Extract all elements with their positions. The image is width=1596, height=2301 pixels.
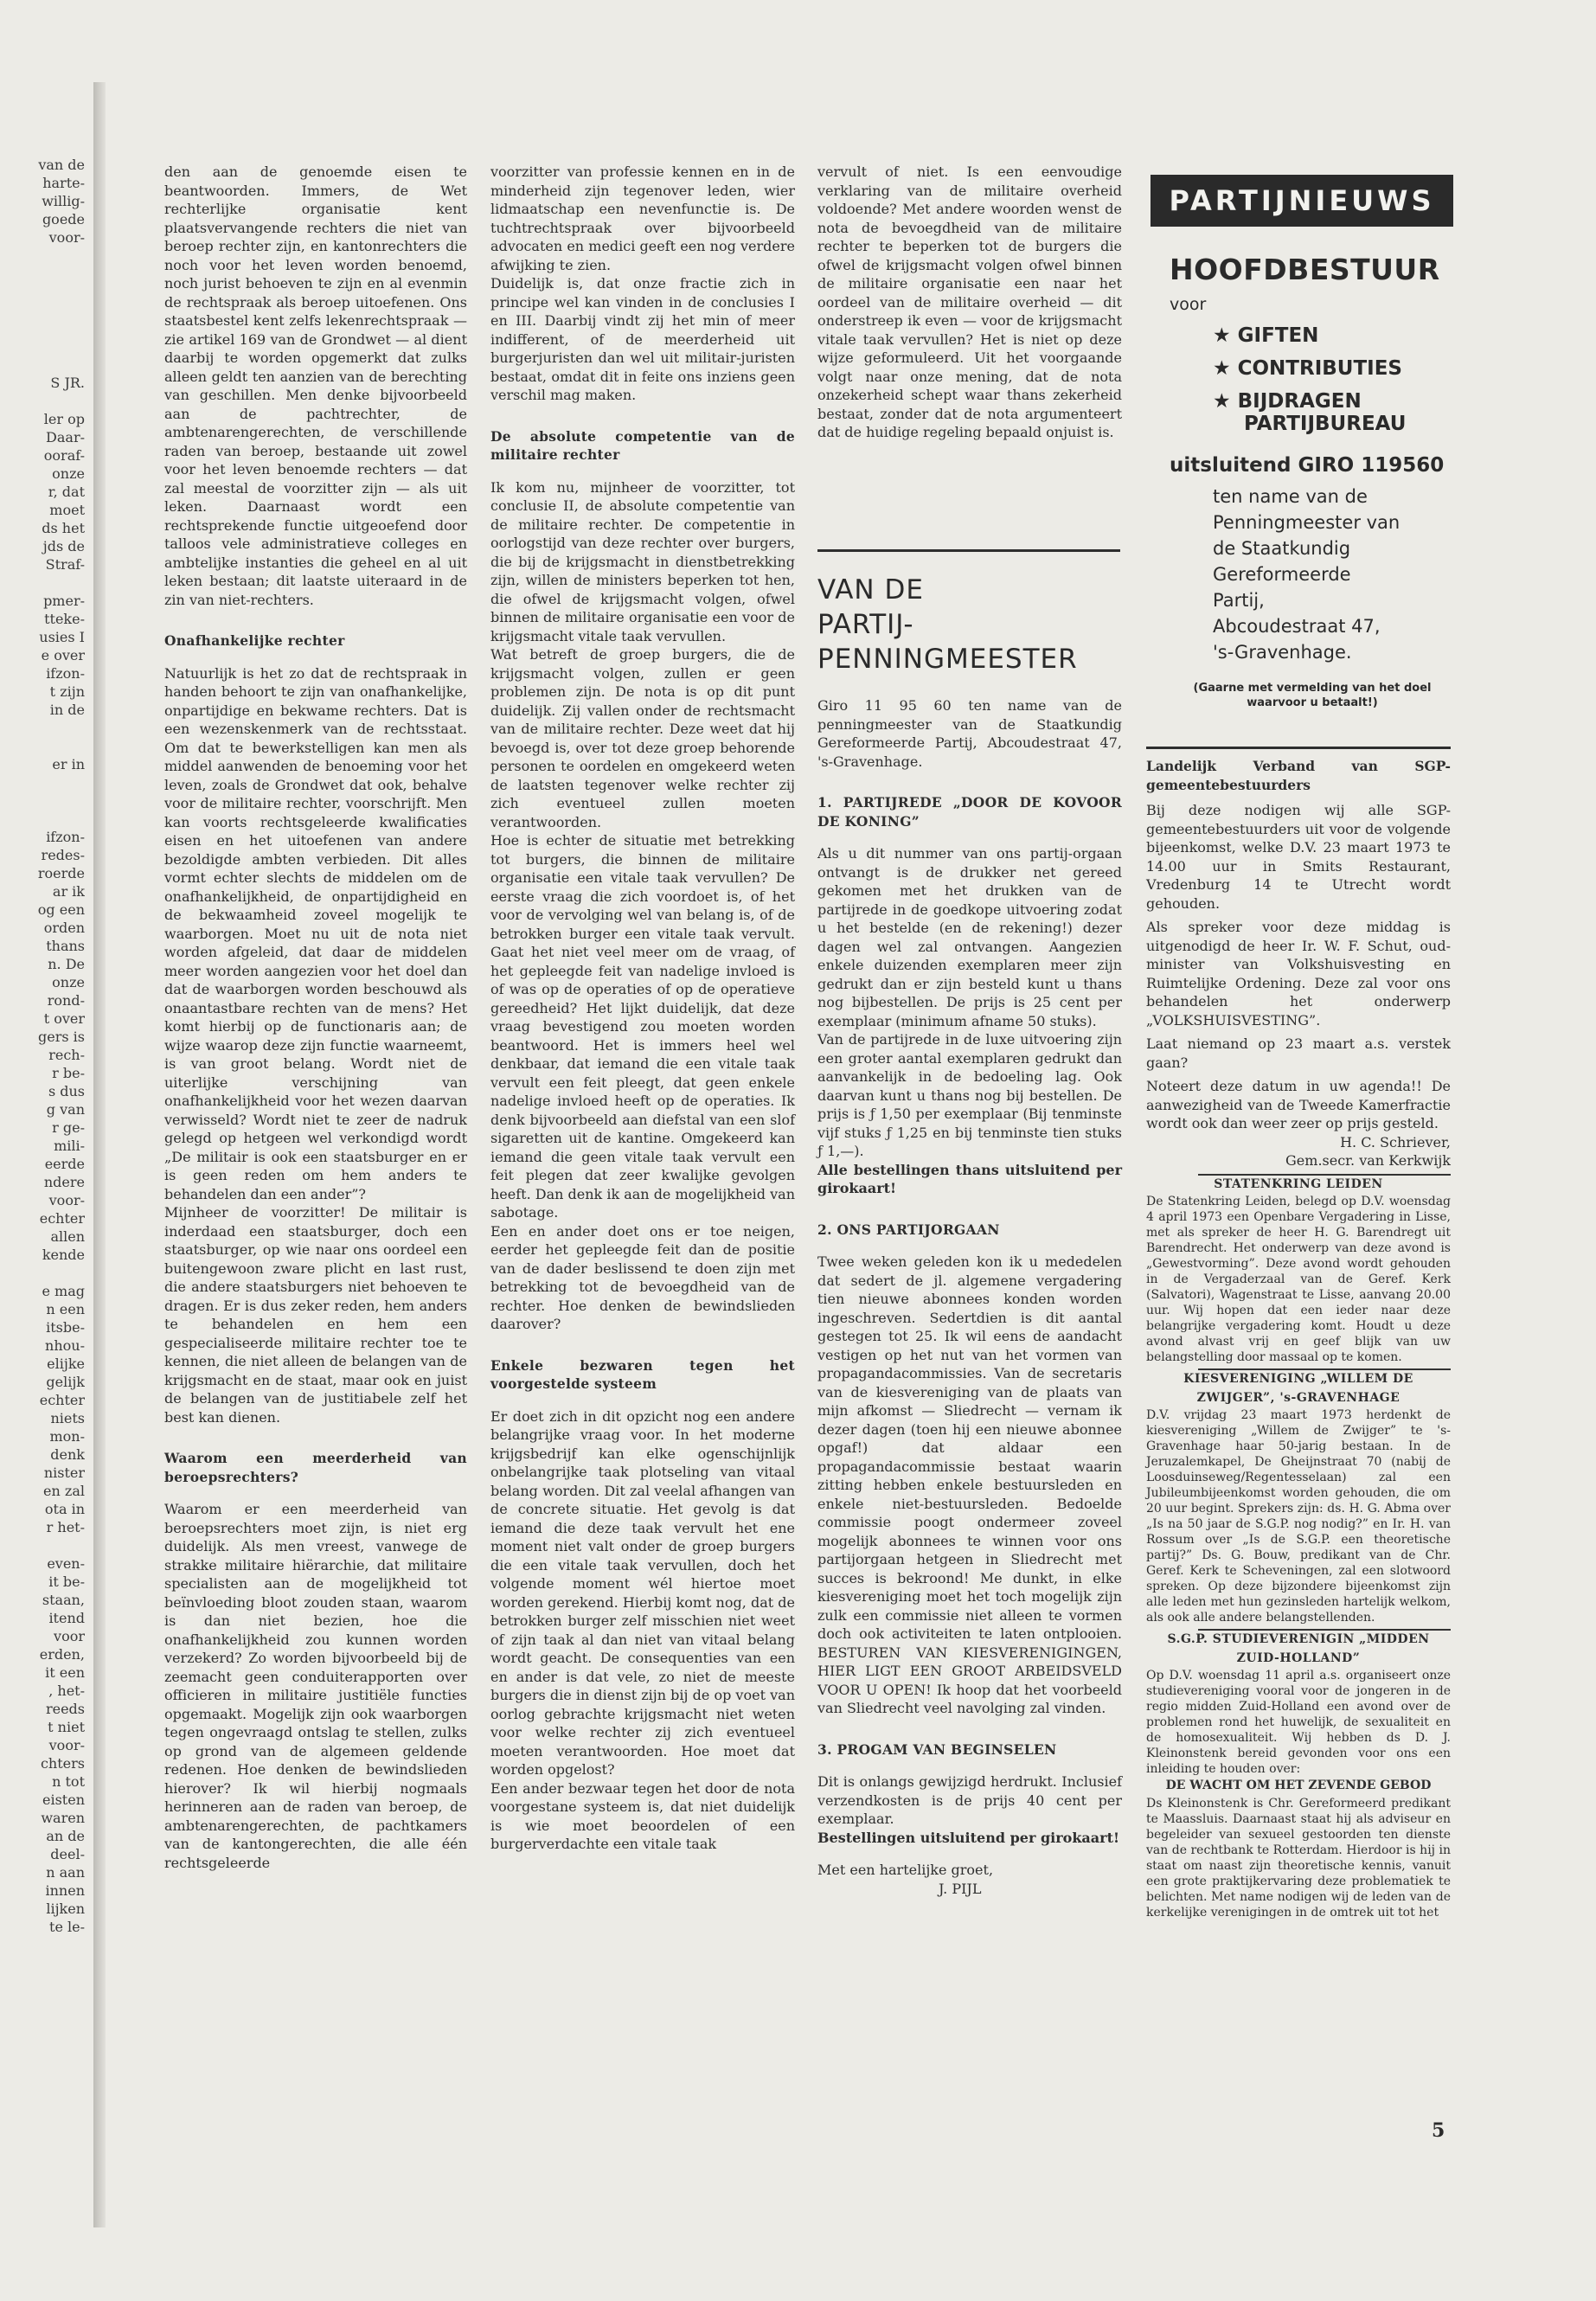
left-strip-line: r ge-	[52, 1119, 85, 1136]
paragraph: Als u dit nummer van ons partij-orgaan ontvangt is de drukker net gereed gekomen met het drukken van de partijrede in de goedkope uitvoering zodat u het bestelde (en de rekening!) dezer dagen wel zal ontvangen. Aangezien enkele duizenden exemplaren meer zijn gedrukt dan er zijn besteld kunt u thans nog bijbestellen. De prijs is 25 cent per exemplaar (minimum afname 50 stuks).	[817, 845, 1122, 1029]
left-strip-line	[0, 247, 85, 265]
left-strip-line: e over	[41, 647, 85, 663]
address-line: 's-Gravenhage.	[1213, 642, 1352, 663]
left-strip-line: in de	[49, 702, 85, 718]
signature-name: H. C. Schriever,	[1340, 1133, 1451, 1150]
left-strip-line	[0, 773, 85, 792]
left-strip-line: gelijk	[46, 1374, 85, 1390]
left-strip-line: rond-	[47, 992, 85, 1009]
left-strip-line: rech-	[48, 1047, 85, 1063]
left-strip-line: n. De	[48, 956, 85, 972]
paragraph: Dit is onlangs gewijzigd herdrukt. Inclusief verzendkosten is de prijs 40 cent per exemplaar.	[817, 1773, 1122, 1827]
column-3-lower	[817, 696, 1122, 1898]
paragraph: Duidelijk is, dat onze fractie zich in principe wel kan vinden in de conclusies I en III. Daarbij vindt zij het min of meer indifferent, of de meerderheid uit burgerjuristen dan wel uit militair-juristen bestaat, omdat dit in feite ons inziens geen verschil mag maken.	[490, 275, 795, 403]
left-page-strip	[0, 156, 85, 1936]
paragraph: Een ander bezwaar tegen het door de nota voorgestane systeem is, dat niet duidelijk is wie moet beoordelen of een burgerverdachte een vitale taak	[490, 1779, 795, 1852]
left-strip-line: er in	[52, 756, 85, 772]
left-strip-line	[0, 574, 85, 592]
left-strip-line: onze	[52, 465, 85, 482]
paragraph: Bij deze nodigen wij alle SGP-gemeentebestuurders uit voor de volgende bijeenkomst, welke D.V. 23 maart 1973 te 14.00 uur in Smits Restaurant, Vredenburg 14 te Utrecht wordt gehouden.	[1146, 802, 1451, 912]
left-strip-line: staan,	[42, 1592, 85, 1608]
left-strip-line	[0, 1536, 85, 1554]
left-strip-line: ds het	[42, 520, 85, 536]
left-strip-line: s dus	[48, 1083, 85, 1099]
left-strip-line: tteke-	[44, 611, 85, 627]
left-strip-line	[0, 283, 85, 301]
paragraph: Wat betreft de groep burgers, die de krijgsmacht volgen, zullen er geen problemen zijn. De nota is op dit punt duidelijk. Zij vallen onder de rechtsmacht van de militaire rechter. Deze weet dat hij bevoegd is, over tot deze groep behorende personen te oordelen en omgekeerd weten de laatsten tegenover welke rechter zij zich eventueel zullen moeten verantwoorden.	[490, 646, 795, 830]
left-strip-line: t over	[43, 1010, 85, 1027]
kiesvereniging-heading: KIESVERENIGING „WILLEM DE ZWIJGER”, 's-GRAVENHAGE	[1183, 1372, 1413, 1405]
paragraph: vervult of niet. Is een eenvoudige verklaring van de militaire overheid voldoende? Met andere woorden wenst de nota de bevoegdheid van de militaire rechter te beperken tot de burgers die ofwel de krijgsmacht volgen ofwel binnen de militaire organisatie een naar het oordeel van de militaire overheid — dit onderstreep ik even — voor de krijgsmacht vitale taak vervullen? Het is niet op deze wijze geformuleerd. Uit het voorgaande volgt naar onze mening, dat de nota onzekerheid schept waar thans zekerheid bestaat, zonder dat de nota argumenteert dat de huidige regeling bepaald onjuist is.	[817, 163, 1122, 440]
left-strip-line: ndere	[43, 1174, 85, 1190]
left-strip-line: roerde	[37, 865, 85, 881]
penningmeester-heading	[817, 573, 1112, 676]
left-strip-line: Daar-	[46, 429, 85, 445]
heading-line: VAN DE	[817, 574, 924, 606]
left-strip-line: n tot	[52, 1773, 85, 1790]
paragraph: Bestellingen uitsluitend per girokaart!	[817, 1829, 1119, 1846]
studievereniging-heading: S.G.P. STUDIEVERENIGIN „MIDDEN ZUID-HOLLAND”	[1167, 1632, 1430, 1665]
paragraph: Laat niemand op 23 maart a.s. verstek gaan?	[1146, 1035, 1451, 1071]
giften-item: ★ GIFTEN	[1213, 324, 1319, 347]
section-heading: 2. ONS PARTIJORGAAN	[817, 1221, 1000, 1238]
left-strip-line: niets	[50, 1410, 85, 1426]
left-strip-line: it een	[45, 1664, 85, 1681]
left-strip-line: itsbe-	[46, 1319, 85, 1336]
paragraph: voorzitter van professie kennen en in de minderheid zijn tegenover leden, wier lidmaatschap een nevenfunctie is. De tuchtrechtspraak over bijvoorbeeld advocaten en medici geeft een nog verdere afwijking te zien.	[490, 163, 795, 273]
left-strip-line: echter	[39, 1392, 85, 1408]
left-strip-line: , het-	[48, 1682, 85, 1699]
left-strip-line: kende	[42, 1247, 85, 1263]
left-strip-line: eisten	[42, 1791, 85, 1808]
left-strip-line: echter	[39, 1210, 85, 1227]
left-strip-line: voor-	[48, 1737, 85, 1753]
paragraph: Van de partijrede in de luxe uitvoering zijn een groter aantal exemplaren gedrukt dan aanvankelijk in de bedoeling lag. Ook daarvan kunt u thans nog bij bestellen. De prijs is ƒ 1,50 per exemplaar (Bij tenminste vijf stuks ƒ 1,25 en bij tenminste tien stuks ƒ 1,—).	[817, 1031, 1122, 1159]
left-strip-line	[0, 810, 85, 828]
left-strip-line: waren	[41, 1810, 85, 1826]
paragraph: Ik kom nu, mijnheer de voorzitter, tot conclusie II, de absolute competentie van de militaire rechter. De competentie in oorlogstijd van deze rechter over burgers, die bij de krijgsmacht in dienstbetrekking zijn, willen de ministers beperken tot hen, die ofwel de krijgsmacht volgen, ofwel binnen de militaire organisatie een voor de krijgsmacht vitale taak vervullen.	[490, 478, 795, 644]
paragraph: den aan de genoemde eisen te beantwoorden. Immers, de Wet rechterlijke organisatie kent plaatsvervangende rechters die niet van beroep rechter zijn, en kantonrechters die noch voor het leven worden benoemd, noch jurist behoeven te zijn en al evenmin de rechtspraak als beroep uitoefenen. Ons staatsbestel kent zelfs lekenrechtspraak — zie artikel 169 van de Grondwet — al dient daarbij te worden opgemerkt dat zulks alleen geldt ten aanzien van de berechting van geschillen. Men denke bijvoorbeeld aan de pachtrechter, de ambtenarengerechten, de verschillende raden van beroep, bestaande uit zowel voor het leven benoemde rechters — dat zal meestal de voorzitter zijn — als uit leken. Daarnaast wordt een rechtsprekende functie uitgeoefend door talloos vele administratieve colleges en ambtelijke instanties die geheel en al uit leken bestaan; dit laatste uiteraard in de zin van niet-rechters.	[164, 163, 467, 608]
left-strip-line: r be-	[52, 1065, 85, 1081]
address-line: de Staatkundig	[1213, 538, 1351, 559]
left-strip-line	[0, 1264, 85, 1282]
left-strip-line: jds de	[42, 538, 85, 554]
left-strip-line: en zal	[43, 1483, 85, 1499]
left-strip-line: te le-	[49, 1919, 85, 1935]
left-strip-line: gers is	[38, 1029, 85, 1045]
hoofdbestuur-box	[1170, 253, 1455, 710]
section-heading: 1. PARTIJREDE „DOOR DE KOVOOR DE KONING”	[817, 794, 1122, 830]
left-strip-line	[0, 356, 85, 374]
left-strip-line: voor	[54, 1628, 85, 1644]
left-strip-line: voor-	[48, 229, 85, 246]
address-line: Gereformeerde	[1213, 564, 1351, 585]
left-strip-line: goede	[42, 211, 85, 228]
left-strip-line: denk	[50, 1446, 85, 1463]
page-number: 5	[1432, 2119, 1445, 2142]
studievereniging-text-2: Ds Kleinonstenk is Chr. Gereformeerd predikant te Maassluis. Daarnaast staat hij als adviseur en begeleider van sexueel gestoorden ten dienste van de rechtbank te Rotterdam. Hierdoor is hij in staat om naast zijn theoretische kennis, vanuit een grote praktijkervaring deze problematiek te belichten. Met name nodigen wij de leden van de kerkelijke verenigingen in de omtrek uit tot het	[1146, 1796, 1451, 1920]
giro-number: uitsluitend GIRO 119560	[1170, 454, 1445, 477]
address-line: Abcoudestraat 47,	[1213, 616, 1381, 637]
address-line: ten name van de	[1213, 486, 1368, 507]
left-strip-line: g van	[46, 1101, 85, 1118]
left-strip-line: chters	[40, 1755, 85, 1772]
lv-heading: Landelijk Verband van SGP-gemeentebestuurders	[1146, 758, 1451, 793]
left-strip-line: reeds	[45, 1701, 85, 1717]
divider	[1146, 747, 1451, 749]
left-strip-line: mon-	[49, 1428, 85, 1445]
signature: J. PIJL	[939, 1880, 982, 1897]
address-line: Penningmeester van	[1213, 512, 1401, 533]
left-strip-line: ifzon-	[46, 665, 85, 682]
left-strip-line: usies I	[39, 629, 85, 645]
heading-line: PENNINGMEESTER	[817, 644, 1078, 675]
section-heading: 3. PROGAM VAN BEGINSELEN	[817, 1740, 1057, 1758]
paragraph: Mijnheer de voorzitter! De militair is inderdaad een staatsburger, doch een staatsburger, op wie naar ons oordeel een buitengewoon zware plicht en last rust, die andere staatsburgers niet behoeven te dragen. Er is dus zeker reden, hem anders te behandelen en hem een gespecialiseerde militaire rechter toe te kennen, die niet alleen de belangen van de krijgsmacht en de staat, maar ook en juist de belangen van de justitiabele zelf het best kan dienen.	[164, 1204, 467, 1426]
page-spine	[93, 82, 106, 2227]
heading-line: PARTIJ-	[817, 609, 914, 640]
column-4-lower	[1146, 757, 1451, 1920]
left-strip-line: onze	[52, 974, 85, 990]
paragraph: Waarom er een meerderheid van beroepsrechters moet zijn, is niet erg duidelijk. Als men vreest, vanwege de strakke militaire hiërarchie, dat militaire specialisten aan de mogelijkheid tot beïnvloeding bloot zouden staan, waarom is dan niet bezien, hoe die onafhankelijkheid zou kunnen worden verzekerd? Zo worden bijvoorbeeld bij de zeemacht geen conduiterapporten over officieren in militaire justitiële functies opgemaakt. Mogelijk zijn ook waarborgen tegen ongevraagd ontslag te stellen, zulks op grond van de algemeen geldende redenen. Hoe denken de bewindslieden hierover? Ik wil hierbij nogmaals herinneren aan de raden van beroep, de ambtenarengerechten, de pachtkamers van de kantongerechten, die alle één rechtsgeleerde	[164, 1501, 467, 1871]
left-strip-line: r, dat	[48, 484, 85, 500]
left-strip-line: n een	[46, 1301, 85, 1317]
left-strip-line	[0, 737, 85, 755]
left-strip-line: r het-	[46, 1519, 85, 1535]
address-block	[1213, 484, 1455, 665]
left-strip-line: mili-	[54, 1138, 85, 1154]
left-strip-line: an de	[46, 1828, 85, 1844]
left-strip-line: lijken	[46, 1900, 85, 1917]
left-strip-line	[0, 719, 85, 737]
left-strip-line: deel-	[50, 1846, 85, 1862]
statenkring-text: De Statenkring Leiden, belegd op D.V. woensdag 4 april 1973 een Openbare Vergadering in Lisse, met als spreker de heer H. G. Barendregt uit Barendrecht. Het onderwerp van deze avond is „Gewestvorming”. Deze avond wordt gehouden in de Vergaderzaal van de Geref. Kerk (Salvatori), Wagenstraat te Lisse, aanvang 20.00 uur. Wij hopen dat een ieder naar deze belangrijke vergadering komt. Houdt u deze avond alvast vrij en geef blijk van uw belangstelling door massaal op te komen.	[1146, 1195, 1451, 1364]
studievereniging-subheading: DE WACHT OM HET ZEVENDE GEBOD	[1165, 1779, 1432, 1792]
left-strip-line: nister	[43, 1465, 85, 1481]
partijnieuws-banner: PARTIJNIEUWS	[1151, 175, 1453, 227]
left-strip-line: itend	[48, 1610, 85, 1626]
paragraph: Twee weken geleden kon ik u mededelen dat sedert de jl. algemene vergadering tien nieuwe abonnees konden worden ingeschreven. Sedertdien is dit aantal gestegen tot 25. Ik wil eens de aandacht vestigen op het nut van het vormen van propagandacommissies. Van de secretaris van de kiesvereniging van de plaats van mijn afkomst — Sliedrecht — vernam ik dezer dagen (toen hij een nieuwe abonnee opgaf!) dat aldaar een propagandacommissie bestaat waarin zitting hebben enkele bestuursleden en enkele niet-bestuursleden. Bedoelde commissie poogt ondermeer zoveel mogelijk abonnees te winnen voor ons partijorgaan hetgeen in Sliedrecht met succes is bekroond! Me dunkt, in elke kiesvereniging moet het toch mogelijk zijn zulk een commissie niet alleen te vormen doch ook activiteiten te laten ontplooien. BESTUREN VAN KIESVERENIGINGEN, HIER LIGT EEN GROOT ARBEIDSVELD VOOR U OPEN! Ik hoop dat het voorbeeld van Sliedrecht veel navolging zal vinden.	[817, 1253, 1122, 1716]
column-2	[490, 163, 795, 1854]
closing: Met een hartelijke groet,	[817, 1862, 994, 1878]
divider	[817, 549, 1120, 552]
left-strip-line: ooraf-	[43, 447, 85, 464]
left-strip-line: orden	[43, 920, 85, 936]
paragraph: Een en ander doet ons er toe neigen, eerder het gepleegde feit dan de positie van de dader beslissend te doen zijn met betrekking tot de bevoegdheid van de rechter. Hoe denken de bewindslieden daarover?	[490, 1222, 795, 1332]
paragraph: Natuurlijk is het zo dat de rechtspraak in handen behoort te zijn van onafhankelijke, onpartijdige en bekwame rechters. Dat is een wezenskenmerk van de rechtsstaat. Om dat te bewerkstelligen kan men als middel aanwenden de benoeming voor het leven, zoals de Grondwet dat ook, behalve voor de militaire rechter, voorschrijft. Men kan voorts rechtsgeleerde kwalificaties eisen en het uitoefenen van andere bezoldigde ambten verbieden. Dit alles vormt echter slechts de middelen om de onafhankelijkheid, de onpartijdigheid en de bekwaamheid zoveel mogelijk te waarborgen. Moet nu uit de nota niet worden afgeleid, dat daar de middelen meer worden aangezien voor het doel dan dat de waarborgen worden beschouwd als onaantastbare rechten van de mens? Het komt hierbij op de functionaris aan; de wijze waarop deze zijn functie waarneemt, is van groot belang. Wordt niet de uiterlijke verschijning van onafhankelijkheid voor het wezen daarvan verwisseld? Wordt niet te zeer de nadruk gelegd op hetgeen wel verkondigd wordt „De militair is ook een staatsburger en er is geen reden om hem anders te behandelen dan een ander”?	[164, 664, 467, 1202]
paragraph: Alle bestellingen thans uitsluitend per girokaart!	[817, 1161, 1122, 1196]
section-heading: Waarom een meerderheid van beroepsrechters?	[164, 1450, 467, 1485]
left-strip-line: thans	[46, 938, 85, 954]
left-strip-line	[0, 319, 85, 337]
voor-label: voor	[1170, 295, 1207, 314]
left-strip-line: allen	[50, 1228, 85, 1245]
partijbureau-item: PARTIJBUREAU	[1244, 413, 1407, 435]
left-strip-line: voor-	[48, 1192, 85, 1208]
left-strip-line: t niet	[48, 1719, 85, 1735]
kiesvereniging-text: D.V. vrijdag 23 maart 1973 herdenkt de kiesvereniging „Willem de Zwijger” te 's-Gravenhage haar 50-jarig bestaan. In de Jeruzalemkapel, De Gheijnstraat 70 (nabij de Loosduinseweg/Regentesselaan) zal een Jubileumbijeenkomst worden gehouden, die om 20 uur begint. Sprekers zijn: ds. H. G. Abma over „Is na 50 jaar de S.G.P. nog nodig?” en Ir. H. van Rossum over „Is de S.G.P. een theoretische partij?” Ds. G. Bouw, predikant van de Chr. Geref. Kerk te Scheveningen, zal een slotwoord spreken. Op deze bijzondere bijeenkomst zijn alle leden met hun gezinsleden hartelijk welkom, als ook alle andere belangstellenden.	[1146, 1408, 1451, 1625]
paragraph: Als spreker voor deze middag is uitgenodigd de heer Ir. W. F. Schut, oud-minister van Volkshuisvesting en Ruimtelijke Ordening. Deze zal voor ons behandelen het onderwerp „VOLKSHUISVESTING”.	[1146, 919, 1451, 1029]
section-heading: Enkele bezwaren tegen het voorgestelde systeem	[490, 1356, 795, 1392]
left-strip-line: elijke	[47, 1356, 85, 1372]
left-strip-line: it be-	[48, 1574, 85, 1590]
left-strip-line: harte-	[42, 175, 85, 191]
left-strip-line: pmer-	[43, 593, 85, 609]
left-strip-line: moet	[49, 502, 85, 518]
left-strip-line: eerde	[44, 1156, 85, 1172]
left-strip-line	[0, 337, 85, 356]
left-strip-line: S JR.	[50, 375, 85, 391]
left-strip-line: redes-	[41, 847, 85, 863]
hoofdbestuur-title: HOOFDBESTUUR	[1170, 253, 1440, 286]
contributies-item: ★ CONTRIBUTIES	[1213, 357, 1402, 380]
section-heading: De absolute competentie van de militaire rechter	[490, 427, 795, 463]
left-strip-line	[0, 392, 85, 410]
left-strip-line: ifzon-	[46, 829, 85, 845]
column-3	[817, 163, 1122, 442]
left-strip-line: og een	[37, 901, 85, 918]
left-strip-line: ota in	[44, 1501, 85, 1517]
paragraph: Noteert deze datum in uw agenda!! De aanwezigheid van de Tweede Kamerfractie wordt ook dan weer zeer op prijs gesteld.	[1146, 1078, 1451, 1131]
left-strip-line: t zijn	[49, 683, 85, 700]
address-line: Partij,	[1213, 590, 1265, 611]
left-strip-line: willig-	[42, 193, 85, 209]
left-strip-line: ar ik	[52, 883, 85, 900]
signature-title: Gem.secr. van Kerkwijk	[1285, 1152, 1451, 1169]
column-1	[164, 163, 467, 1872]
left-strip-line: e mag	[42, 1283, 85, 1299]
bijdragen-item: ★ BIJDRAGEN	[1213, 390, 1362, 413]
left-strip-line: even-	[47, 1555, 85, 1572]
left-strip-line: van de	[38, 157, 85, 173]
left-strip-line: Straf-	[45, 556, 85, 573]
left-strip-line: innen	[45, 1882, 85, 1899]
left-strip-line: ler op	[43, 411, 85, 427]
left-strip-line: nhou-	[45, 1337, 85, 1354]
studievereniging-text: Op D.V. woensdag 11 april a.s. organiseert onze studievereniging vooral voor de jongeren in de regio midden Zuid-Holland een avond over de problemen rond het huwelijk, de sexualiteit en de homosexualiteit. Wij hebben ds D. J. Kleinonstenk bereid gevonden voor ons een inleiding te houden over:	[1146, 1669, 1451, 1776]
left-strip-line	[0, 301, 85, 319]
paragraph: Er doet zich in dit opzicht nog een andere belangrijke vraag voor. In het moderne krijgsbedrijf kan elke ogenschijnlijk onbelangrijke taak plotseling van vitaal belang worden. Dit zal veelal afhangen van de concrete situatie. Het gevolg is dat iemand die deze taak vervult het ene moment niet valt onder de groep burgers die een vitale taak vervullen, doch het volgende moment wél hiertoe moet worden gerekend. Hierbij komt nog, dat de betrokken burger zelf misschien niet weet of zijn taak al dan niet van vitaal belang wordt geacht. De consequenties van een en ander is dat vele, zo niet de meeste burgers die in dienst zijn bij de op voet van oorlog gebrachte krijgsmacht niet weten voor welke rechter zij zich eventueel moeten verantwoorden. Hoe moet dat worden opgelost?	[490, 1407, 795, 1778]
paragraph: Hoe is echter de situatie met betrekking tot burgers, die binnen de militaire organisatie een vitale taak vervullen? De eerste vraag die zich voordoet is, of het voor de vervolging wel van belang is, of de betrokken burger een vitale taak vervult. Gaat het niet veel meer om de vraag, of het gepleegde feit van nadelige invloed is of was op de operaties of op de operatieve gereedheid? Het lijkt duidelijk, dat deze vraag bevestigend zou moeten worden beantwoord. Het is immers heel wel denkbaar, dat iemand die een vitale taak vervult een feit pleegt, dat geen enkele nadelige invloed heeft op de operaties. Ik denk bijvoorbeeld aan diefstal van een slof sigaretten uit de kantine. Omgekeerd kan iemand die geen vitale taak vervult een feit plegen dat zeer kwalijke gevolgen heeft. Dan denk ik aan de mogelijkheid van sabotage.	[490, 832, 795, 1221]
giro-note: (Gaarne met vermelding van het doel waarvoor u betaalt!)	[1193, 682, 1432, 709]
left-strip-line	[0, 265, 85, 283]
section-heading: Onafhankelijke rechter	[164, 632, 345, 649]
left-strip-line: n aan	[46, 1864, 85, 1881]
statenkring-heading: STATENKRING LEIDEN	[1214, 1176, 1383, 1191]
left-strip-line: erden,	[39, 1646, 85, 1663]
left-strip-line	[0, 792, 85, 810]
giro-paragraph: Giro 11 95 60 ten name van de penningmeester van de Staatkundig Gereformeerde Partij, Abcoudestraat 47, 's-Gravenhage.	[817, 697, 1122, 770]
